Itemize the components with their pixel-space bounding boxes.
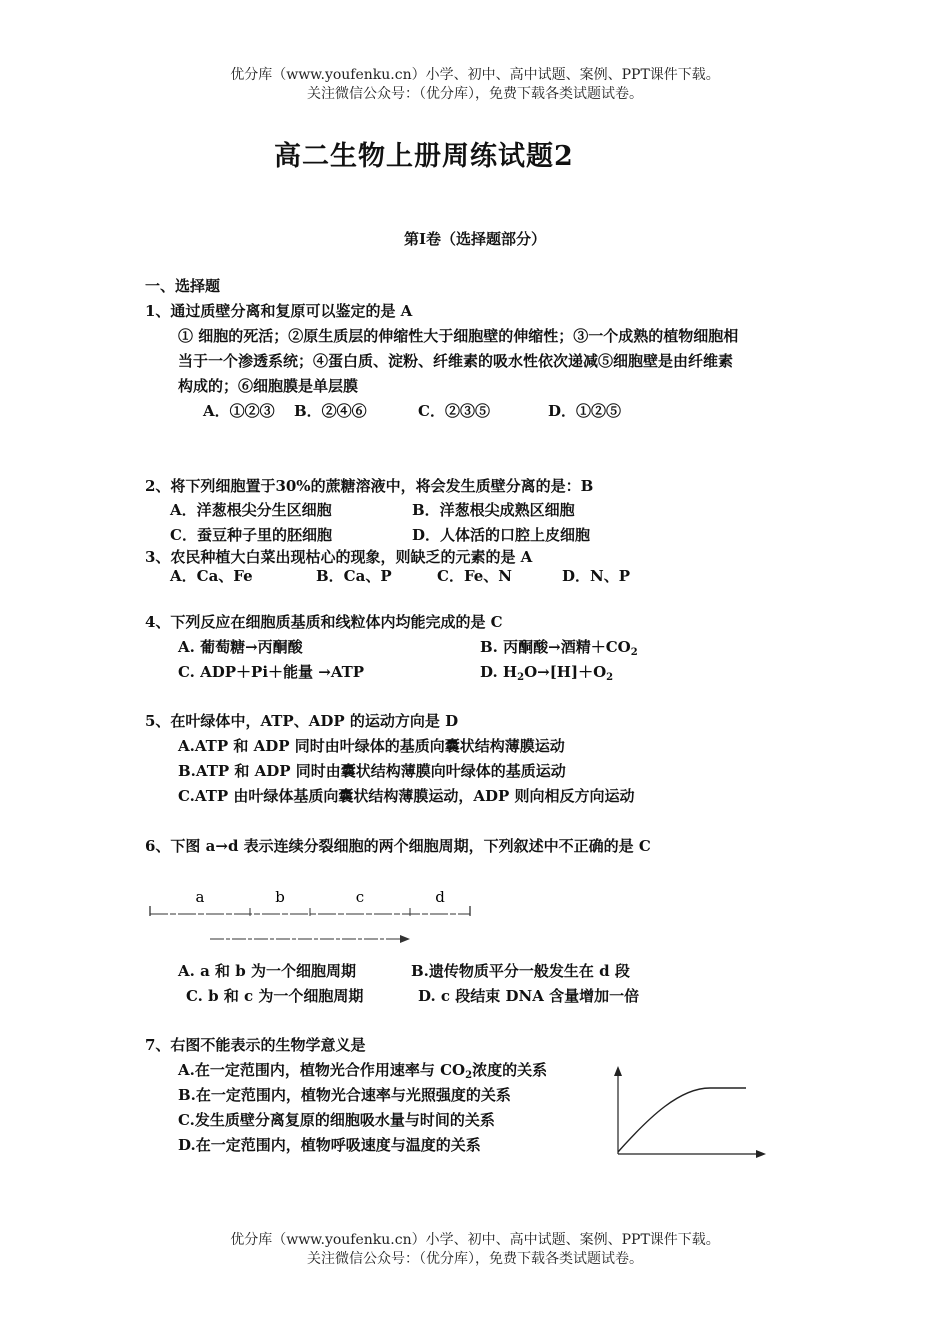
q4-option-c: C. ADP＋Pi＋能量 →ATP [178, 663, 365, 681]
footer-line-2: 关注微信公众号：（优分库），免费下载各类试题试卷。 [307, 1251, 643, 1267]
q5-stem: 5、在叶绿体中，ATP、ADP 的运动方向是 D [145, 712, 459, 730]
q2-stem: 2、将下列细胞置于30%的蔗糖溶液中，将会发生质壁分离的是：B [145, 477, 594, 495]
q3-stem: 3、农民种植大白菜出现枯心的现象，则缺乏的元素的是 A [145, 548, 533, 566]
header-line-1: 优分库（www.youfenku.cn）小学、初中、高中试题、案例、PPT课件下载。 [230, 67, 720, 83]
part-label: 一、选择题 [145, 277, 221, 295]
q2-option-c: C．蚕豆种子里的胚细胞 [170, 526, 332, 544]
q5-option-c: C.ATP 由叶绿体基质向囊状结构薄膜运动，ADP 则向相反方向运动 [178, 787, 635, 805]
q5-option-a: A.ATP 和 ADP 同时由叶绿体的基质向囊状结构薄膜运动 [178, 737, 565, 755]
q2-option-b: B．洋葱根尖成熟区细胞 [412, 501, 575, 519]
footer-line-1: 优分库（www.youfenku.cn）小学、初中、高中试题、案例、PPT课件下载。 [230, 1232, 720, 1248]
q1-option-a: A．①②③ [203, 402, 275, 420]
x-axis-arrow [756, 1150, 766, 1158]
q1-stem: 1、通过质壁分离和复原可以鉴定的是 A [145, 302, 413, 320]
section-title: 第Ⅰ卷（选择题部分） [403, 230, 547, 248]
segment-label-d: d [435, 888, 445, 906]
q6-option-a: A. a 和 b 为一个细胞周期 [178, 962, 356, 980]
q4-option-b: B. 丙酮酸→酒精$+CO_2$ [480, 638, 638, 658]
direction-arrow-head [400, 935, 410, 943]
q4-option-d: D. $H_2O\to[H]+O_2$ [480, 663, 614, 683]
header-line-2: 关注微信公众号：（优分库），免费下载各类试题试卷。 [307, 86, 643, 102]
q1-option-d: D．①②⑤ [548, 402, 622, 420]
segment-label-b: b [275, 888, 285, 906]
q6-option-d: D. c 段结束 DNA 含量增加一倍 [418, 987, 640, 1005]
q5-option-b: B.ATP 和 ADP 同时由囊状结构薄膜向叶绿体的基质运动 [178, 762, 566, 780]
q7-option-d: D.在一定范围内，植物呼吸速度与温度的关系 [178, 1136, 481, 1154]
q7-stem: 7、右图不能表示的生物学意义是 [145, 1036, 366, 1054]
q2-option-a: A．洋葱根尖分生区细胞 [170, 501, 332, 519]
page-title: 高二生物上册周练试题2 [274, 141, 574, 172]
segment-label-c: c [355, 888, 365, 906]
q6-option-c: C. b 和 c 为一个细胞周期 [186, 987, 364, 1005]
q1-option-c: C．②③⑤ [418, 402, 490, 420]
q1-body-2: 当于一个渗透系统；④蛋白质、淀粉、纤维素的吸水性依次递减⑤细胞壁是由纤维素 [178, 352, 734, 370]
q3-option-c: C．Fe、N [437, 567, 513, 585]
q1-body-1: ① 细胞的死活；②原生质层的伸缩性大于细胞壁的伸缩性；③一个成熟的植物细胞相 [178, 327, 739, 345]
q4-option-a: A. 葡萄糖→丙酮酸 [178, 638, 303, 656]
q7-option-c: C.发生质壁分离复原的细胞吸水量与时间的关系 [178, 1111, 495, 1129]
saturation-curve [618, 1088, 746, 1152]
q4-stem: 4、下列反应在细胞质基质和线粒体内均能完成的是 C [145, 613, 503, 631]
cell-cycle-diagram [140, 880, 485, 950]
q2-option-d: D．人体活的口腔上皮细胞 [412, 526, 591, 544]
q3-option-d: D．N、P [562, 567, 630, 585]
q6-stem: 6、下图 a→d 表示连续分裂细胞的两个细胞周期，下列叙述中不正确的是 C [145, 837, 651, 855]
q3-option-b: B．Ca、P [316, 567, 392, 585]
q1-body-3: 构成的；⑥细胞膜是单层膜 [178, 377, 359, 395]
q7-option-a: A.在一定范围内，植物光合作用速率与 $CO_2$浓度的关系 [178, 1061, 548, 1081]
q3-option-a: A．Ca、Fe [170, 567, 253, 585]
q1-option-b: B．②④⑥ [294, 402, 367, 420]
segment-label-a: a [195, 888, 205, 906]
q6-option-b: B.遗传物质平分一般发生在 d 段 [411, 962, 630, 980]
q7-option-b: B.在一定范围内，植物光合速率与光照强度的关系 [178, 1086, 511, 1104]
y-axis-arrow [614, 1066, 622, 1076]
saturation-curve-graph [610, 1064, 770, 1164]
